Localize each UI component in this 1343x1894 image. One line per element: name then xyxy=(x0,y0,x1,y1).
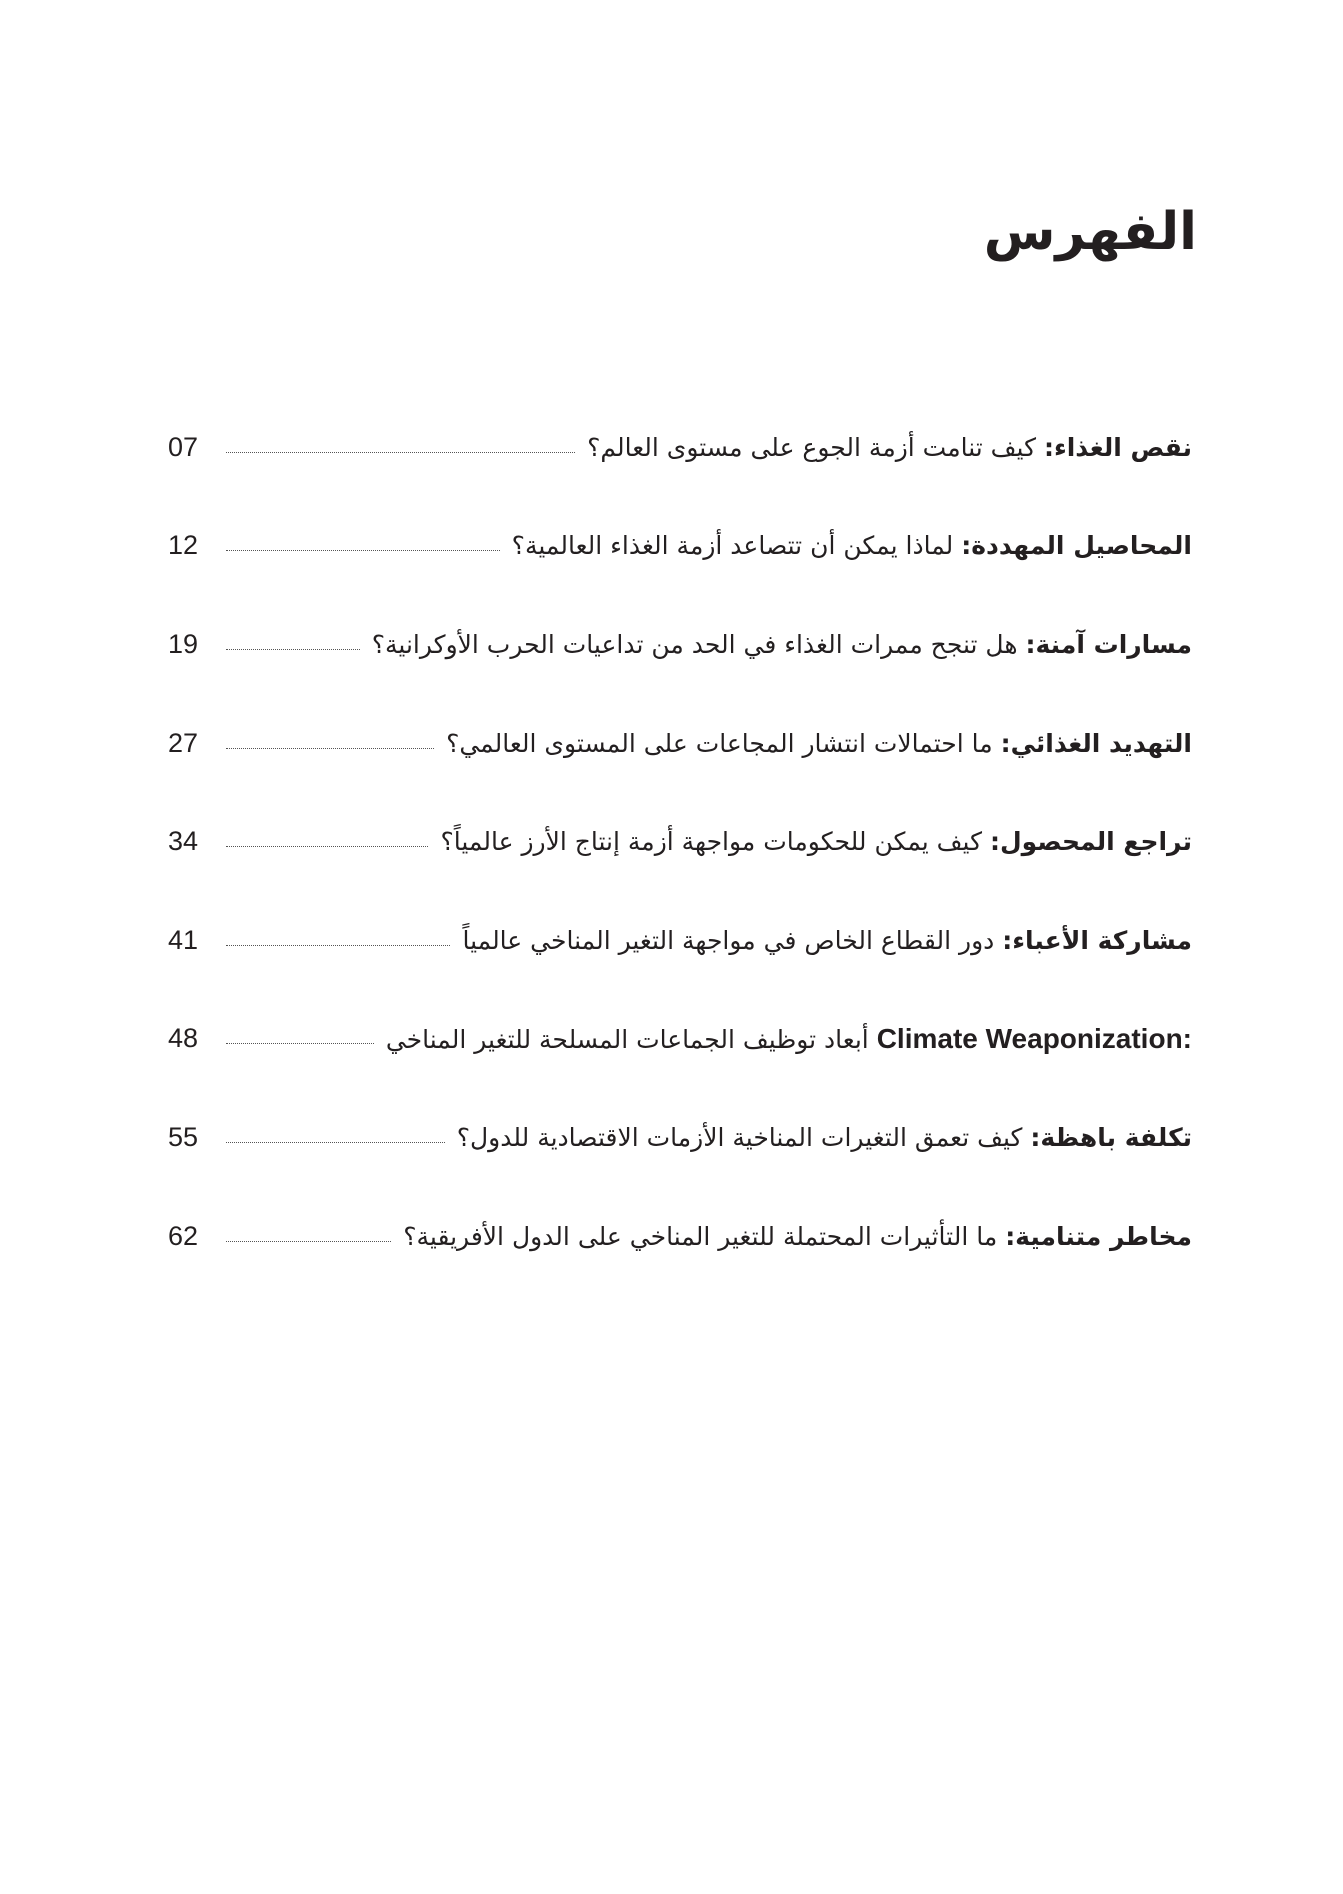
entry-text: ما التأثيرات المحتملة للتغير المناخي على الدول الأفريقية؟ xyxy=(403,1221,1006,1251)
dot-leader xyxy=(226,550,500,551)
entry-label: Climate Weaponization: xyxy=(876,1022,1192,1054)
dot-leader xyxy=(226,649,360,650)
entry-title xyxy=(386,1023,1192,1055)
entry-text: كيف تعمق التغيرات المناخية الأزمات الاقتصادية للدول؟ xyxy=(456,1122,1031,1152)
toc-entry[interactable] xyxy=(168,595,1192,694)
entry-text: دور القطاع الخاص في مواجهة التغير المناخي عالمياً xyxy=(462,925,1003,955)
entry-text: هل تنجح ممرات الغذاء في الحد من تداعيات الحرب الأوكرانية؟ xyxy=(371,629,1026,659)
entry-title xyxy=(446,729,1192,758)
entry-label: مخاطر متنامية: xyxy=(1005,1221,1192,1251)
toc-entry[interactable] xyxy=(168,1088,1192,1187)
dot-leader xyxy=(226,1142,445,1143)
dot-leader xyxy=(226,452,575,453)
page-number: 07 xyxy=(168,431,199,462)
entry-label: التهديد الغذائي: xyxy=(1000,728,1192,758)
page-number: 12 xyxy=(168,530,199,561)
page-number: 48 xyxy=(168,1023,199,1054)
toc-entry[interactable] xyxy=(168,398,1192,497)
page-number: 62 xyxy=(168,1220,199,1251)
dot-leader xyxy=(226,748,434,749)
entry-title xyxy=(457,1123,1192,1152)
entry-label: تكلفة باهظة: xyxy=(1030,1122,1192,1152)
entry-label: المحاصيل المهددة: xyxy=(961,531,1192,561)
dot-leader xyxy=(226,1043,374,1044)
page-title: الفهرس xyxy=(983,202,1197,262)
page-number: 55 xyxy=(168,1121,199,1152)
toc-entry[interactable] xyxy=(168,1187,1192,1286)
entry-text: كيف تنامت أزمة الجوع على مستوى العالم؟ xyxy=(587,432,1044,462)
entry-title xyxy=(512,531,1192,560)
entry-label: مشاركة الأعباء: xyxy=(1002,925,1192,955)
toc-entry[interactable] xyxy=(168,497,1192,596)
toc-entry[interactable] xyxy=(168,694,1192,793)
toc-entry[interactable] xyxy=(168,792,1192,891)
page-number: 34 xyxy=(168,826,199,857)
entry-text: كيف يمكن للحكومات مواجهة أزمة إنتاج الأرز عالمياً؟ xyxy=(440,827,990,857)
page-number: 41 xyxy=(168,924,199,955)
entry-text: أبعاد توظيف الجماعات المسلحة للتغير المناخي xyxy=(385,1024,877,1054)
dot-leader xyxy=(226,846,428,847)
entry-title xyxy=(587,433,1192,462)
entry-label: نقص الغذاء: xyxy=(1043,432,1192,462)
dot-leader xyxy=(226,945,450,946)
page-number: 19 xyxy=(168,628,199,659)
entry-title xyxy=(440,827,1192,856)
page-number: 27 xyxy=(168,727,199,758)
toc-entry[interactable] xyxy=(168,891,1192,990)
dot-leader xyxy=(226,1241,391,1242)
table-of-contents xyxy=(168,398,1192,1285)
entry-label: تراجع المحصول: xyxy=(989,827,1192,857)
entry-text: ما احتمالات انتشار المجاعات على المستوى العالمي؟ xyxy=(446,728,1001,758)
entry-text: لماذا يمكن أن تتصاعد أزمة الغذاء العالمية؟ xyxy=(511,531,962,561)
toc-entry[interactable] xyxy=(168,990,1192,1089)
entry-title xyxy=(462,926,1192,955)
entry-title xyxy=(403,1222,1192,1251)
entry-label: مسارات آمنة: xyxy=(1025,629,1192,659)
entry-title xyxy=(372,630,1192,659)
